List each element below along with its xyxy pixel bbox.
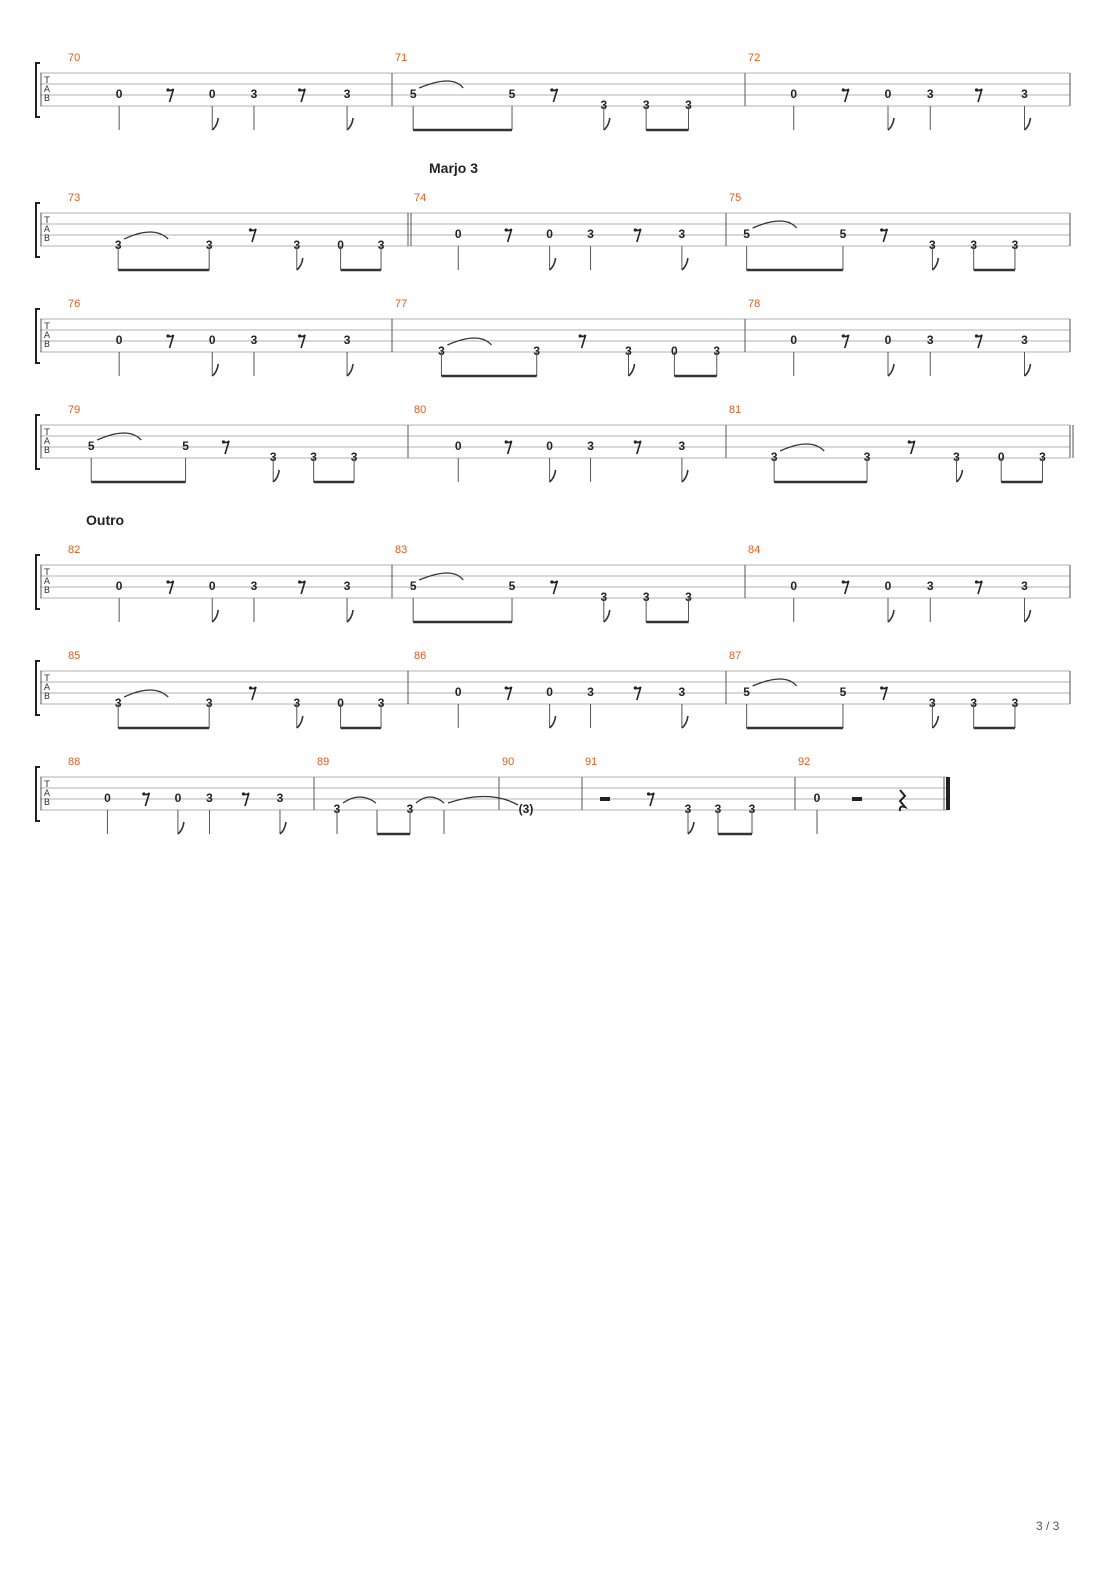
tab-clef-b: B xyxy=(43,340,51,350)
tab-clef-a: A xyxy=(43,85,51,95)
fret-number: 0 xyxy=(104,791,111,805)
fret-number: 3 xyxy=(863,450,871,464)
fret-number: 0 xyxy=(671,344,678,358)
fret-number: 3 xyxy=(678,439,686,453)
fret-number: 0 xyxy=(546,439,553,453)
fret-number: 3 xyxy=(748,802,756,816)
fret-number: 3 xyxy=(1021,579,1028,593)
measure-number: 86 xyxy=(414,650,427,662)
fret-number: 3 xyxy=(310,450,317,464)
tab-clef-t: T xyxy=(44,76,50,86)
tie-arc xyxy=(419,81,463,88)
fret-number: 5 xyxy=(508,579,516,593)
fret-number: 3 xyxy=(770,450,778,464)
note-flag xyxy=(956,470,962,482)
tab-clef-b: B xyxy=(43,692,51,702)
section-label: Outro xyxy=(86,512,125,528)
fret-number: 3 xyxy=(587,685,594,699)
fret-number: 0 xyxy=(813,791,821,805)
measure-number: 80 xyxy=(414,404,427,416)
fret-number: 0 xyxy=(546,227,553,241)
half-rest xyxy=(852,797,862,801)
note-flag xyxy=(682,470,688,482)
tie-arc xyxy=(124,690,168,697)
fret-number: 3 xyxy=(926,579,934,593)
tie-arc xyxy=(447,338,491,345)
fret-number: 5 xyxy=(182,439,189,453)
fret-number: 3 xyxy=(926,87,934,101)
note-flag xyxy=(212,118,218,130)
measure-number: 79 xyxy=(68,404,81,416)
measure-number: 83 xyxy=(395,544,408,556)
fret-number: 0 xyxy=(208,579,216,593)
tie-arc xyxy=(343,797,376,803)
tie-arc xyxy=(780,444,824,451)
system-bracket xyxy=(36,203,40,257)
measure-number: 85 xyxy=(68,650,81,662)
fret-number: 3 xyxy=(343,333,351,347)
system-bracket xyxy=(36,63,40,117)
note-flag xyxy=(888,610,894,622)
tab-clef-a: A xyxy=(43,437,51,447)
tie-arc xyxy=(419,573,463,580)
fret-number: 3 xyxy=(1021,333,1028,347)
measure-number: 82 xyxy=(68,544,81,556)
tab-clef-b: B xyxy=(43,798,51,808)
tab-clef-t: T xyxy=(44,216,50,226)
page-number: 3 / 3 xyxy=(1036,1519,1060,1533)
note-flag xyxy=(550,470,556,482)
note-flag xyxy=(178,822,184,834)
fret-number: 3 xyxy=(685,590,692,604)
note-flag xyxy=(888,118,894,130)
note-flag xyxy=(888,364,894,376)
note-flag xyxy=(280,822,286,834)
fret-number: 0 xyxy=(337,238,344,252)
note-flag xyxy=(932,258,938,270)
fret-number: 3 xyxy=(250,333,258,347)
fret-number: 3 xyxy=(929,238,936,252)
fret-number: 3 xyxy=(678,685,686,699)
fret-number: 3 xyxy=(970,238,978,252)
measure-number: 77 xyxy=(395,298,408,310)
fret-number: 0 xyxy=(337,696,344,710)
tie-arc xyxy=(448,796,518,805)
tie-arc xyxy=(124,232,168,239)
tab-clef-a: A xyxy=(43,683,51,693)
measure-number: 76 xyxy=(68,298,81,310)
fret-number: 0 xyxy=(208,333,216,347)
note-flag xyxy=(347,364,353,376)
fret-number: 5 xyxy=(409,87,417,101)
system-bracket xyxy=(36,555,40,609)
fret-number: 3 xyxy=(625,344,632,358)
measure-number: 91 xyxy=(585,756,598,768)
fret-number: 3 xyxy=(1011,238,1019,252)
measure-number: 71 xyxy=(395,52,408,64)
tab-clef-b: B xyxy=(43,234,51,244)
measure-number: 72 xyxy=(748,52,761,64)
tie-arc xyxy=(753,221,797,228)
section-label: Marjo 3 xyxy=(429,160,479,176)
fret-number: 5 xyxy=(743,685,750,699)
fret-number: 0 xyxy=(454,439,462,453)
fret-number: 3 xyxy=(642,590,650,604)
fret-number: 3 xyxy=(206,791,213,805)
fret-number: 3 xyxy=(587,227,594,241)
tab-clef-a: A xyxy=(43,331,51,341)
tie-arc xyxy=(97,433,141,440)
tie-arc xyxy=(753,679,797,686)
fret-number: 3 xyxy=(1039,450,1046,464)
half-rest xyxy=(600,797,610,801)
fret-number: 5 xyxy=(87,439,95,453)
fret-number: 3 xyxy=(713,344,721,358)
fret-number: 3 xyxy=(293,696,301,710)
tie-arc xyxy=(416,797,444,803)
fret-number: 3 xyxy=(114,238,122,252)
fret-number: 3 xyxy=(970,696,978,710)
system-bracket xyxy=(36,767,40,821)
fret-number: 3 xyxy=(406,802,414,816)
fret-number: 5 xyxy=(839,685,847,699)
fret-number: 3 xyxy=(343,579,351,593)
tab-clef-b: B xyxy=(43,586,51,596)
note-flag xyxy=(604,118,610,130)
fret-number: 3 xyxy=(205,238,213,252)
tab-clef-a: A xyxy=(43,577,51,587)
fret-number: 3 xyxy=(587,439,594,453)
fret-number: 3 xyxy=(114,696,122,710)
note-flag xyxy=(212,610,218,622)
fret-number: 3 xyxy=(350,450,358,464)
fret-number: 0 xyxy=(115,579,123,593)
fret-number: 3 xyxy=(276,791,284,805)
tab-clef-t: T xyxy=(44,322,50,332)
note-flag xyxy=(273,470,279,482)
note-flag xyxy=(212,364,218,376)
tab-clef-b: B xyxy=(43,94,51,104)
fret-number: 3 xyxy=(293,238,301,252)
fret-number: 3 xyxy=(250,579,258,593)
measure-number: 74 xyxy=(414,192,427,204)
fret-number: 3 xyxy=(205,696,213,710)
note-flag xyxy=(347,610,353,622)
measure-number: 75 xyxy=(729,192,742,204)
note-flag xyxy=(682,258,688,270)
fret-number: 3 xyxy=(269,450,277,464)
fret-number: 3 xyxy=(926,333,934,347)
fret-number: 3 xyxy=(678,227,686,241)
tab-clef-t: T xyxy=(44,428,50,438)
fret-number: 5 xyxy=(409,579,417,593)
tab-clef-t: T xyxy=(44,568,50,578)
measure-number: 70 xyxy=(68,52,81,64)
fret-number: 3 xyxy=(685,98,692,112)
fret-number: 0 xyxy=(884,87,892,101)
tab-clef-a: A xyxy=(43,789,51,799)
fret-number: 3 xyxy=(1021,87,1028,101)
note-flag xyxy=(297,258,303,270)
note-flag xyxy=(1025,610,1031,622)
measure-number: 73 xyxy=(68,192,81,204)
note-flag xyxy=(550,716,556,728)
final-barline xyxy=(946,777,950,810)
note-flag xyxy=(604,610,610,622)
fret-number: 3 xyxy=(953,450,960,464)
measure-number: 87 xyxy=(729,650,742,662)
system-bracket xyxy=(36,661,40,715)
fret-number: 0 xyxy=(115,87,123,101)
fret-number: 3 xyxy=(533,344,541,358)
note-flag xyxy=(1025,364,1031,376)
fret-number: 0 xyxy=(790,87,798,101)
fret-number: 3 xyxy=(600,98,608,112)
fret-number: 0 xyxy=(997,450,1005,464)
fret-number: 3 xyxy=(1011,696,1019,710)
note-flag xyxy=(550,258,556,270)
fret-number: 0 xyxy=(208,87,216,101)
fret-number: (3) xyxy=(518,802,534,816)
fret-number: 3 xyxy=(684,802,692,816)
measure-number: 78 xyxy=(748,298,761,310)
note-flag xyxy=(347,118,353,130)
fret-number: 3 xyxy=(377,696,385,710)
fret-number: 0 xyxy=(115,333,123,347)
note-flag xyxy=(688,822,694,834)
note-flag xyxy=(682,716,688,728)
measure-number: 89 xyxy=(317,756,330,768)
fret-number: 0 xyxy=(790,333,798,347)
fret-number: 0 xyxy=(454,685,462,699)
fret-number: 0 xyxy=(174,791,182,805)
quarter-rest xyxy=(900,790,905,811)
fret-number: 0 xyxy=(546,685,553,699)
tab-clef-t: T xyxy=(44,780,50,790)
system-bracket xyxy=(36,415,40,469)
fret-number: 3 xyxy=(929,696,936,710)
note-flag xyxy=(1025,118,1031,130)
fret-number: 5 xyxy=(839,227,847,241)
fret-number: 3 xyxy=(250,87,258,101)
fret-number: 3 xyxy=(600,590,608,604)
fret-number: 5 xyxy=(743,227,750,241)
fret-number: 3 xyxy=(714,802,722,816)
fret-number: 0 xyxy=(454,227,462,241)
tab-clef-a: A xyxy=(43,225,51,235)
tab-clef-t: T xyxy=(44,674,50,684)
fret-number: 5 xyxy=(508,87,516,101)
fret-number: 3 xyxy=(343,87,351,101)
fret-number: 3 xyxy=(642,98,650,112)
measure-number: 92 xyxy=(798,756,811,768)
note-flag xyxy=(932,716,938,728)
measure-number: 88 xyxy=(68,756,81,768)
fret-number: 0 xyxy=(790,579,798,593)
measure-number: 90 xyxy=(502,756,515,768)
fret-number: 3 xyxy=(438,344,445,358)
fret-number: 3 xyxy=(333,802,341,816)
fret-number: 3 xyxy=(377,238,385,252)
tab-clef-b: B xyxy=(43,446,51,456)
note-flag xyxy=(297,716,303,728)
fret-number: 0 xyxy=(884,579,892,593)
measure-number: 84 xyxy=(748,544,761,556)
note-flag xyxy=(629,364,635,376)
system-bracket xyxy=(36,309,40,363)
fret-number: 0 xyxy=(884,333,892,347)
measure-number: 81 xyxy=(729,404,742,416)
